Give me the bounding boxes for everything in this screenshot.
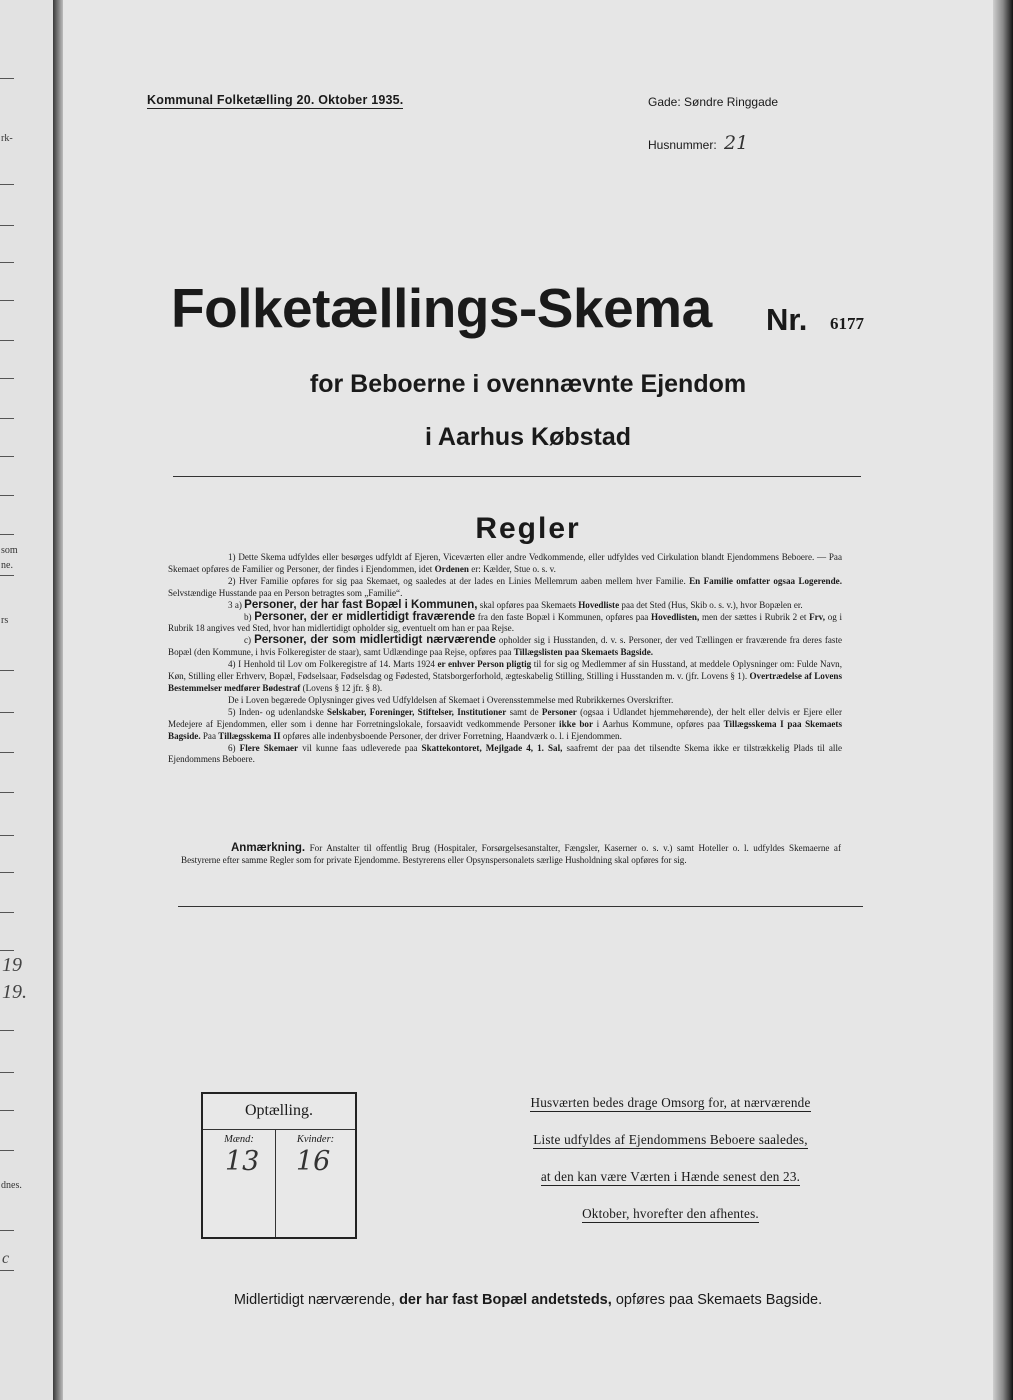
left-rule [0, 950, 14, 951]
rule-3a: 3 a) Personer, der har fast Bopæl i Kommunen, skal opføres paa Skemaets Hovedliste paa det Sted (Hus, Skib o. s. v.), hvor Bopælen er. [228, 598, 803, 611]
left-rule [0, 1072, 14, 1073]
left-rule [0, 225, 14, 226]
tally-title: Optælling. [203, 1094, 355, 1130]
left-rule [0, 1110, 14, 1111]
left-fragment: som [1, 545, 18, 556]
form-number-label: Nr. [766, 302, 808, 337]
house-number-label: Husnummer: [648, 138, 717, 152]
left-fragment: rk- [1, 133, 13, 144]
house-number-field [648, 132, 748, 154]
house-number-value: 21 [724, 132, 749, 154]
form-number-value: 6177 [830, 314, 864, 333]
street-value: Søndre Ringgade [684, 95, 779, 109]
rule-3c: c) Personer, der som midlertidigt nærværende opholder sig i Husstanden, d. v. s. Personer, der ved Tællingen er fraværende fra deres faste Bopæl (den Kommune, i hvis Folkeregister de staar), samt Udlændinge paa Rejse, opføres paa Tillægslisten paa Skemaets Bagside. [168, 634, 843, 658]
instruction-line: at den kan være Værten i Hænde senest den 23. [540, 1169, 801, 1184]
instruction-line: Husværten bedes drage Omsorg for, at nærværende [530, 1095, 811, 1110]
street-label: Gade: [648, 95, 681, 109]
left-rule [0, 340, 14, 341]
left-rule [0, 1230, 14, 1231]
men-label: Mænd: [224, 1134, 254, 1145]
divider [178, 906, 863, 907]
divider [173, 476, 861, 477]
left-page-sliver [0, 0, 53, 1400]
instruction-line: Liste udfyldes af Ejendommens Beboere saaledes, [533, 1132, 808, 1147]
left-rule [0, 378, 14, 379]
left-rule [0, 262, 14, 263]
page-gutter [53, 0, 63, 1400]
rule-4b: De i Loven begærede Oplysninger gives ved Udfyldelsen af Skemaet i Overensstemmelse med Rubrikkernes Overskrifter. [228, 694, 674, 705]
census-header: Kommunal Folketælling 20. Oktober 1935. [147, 93, 404, 107]
left-rule [0, 575, 14, 576]
left-rule [0, 534, 14, 535]
footer-bold: der har fast Bopæl andetsteds, [399, 1292, 612, 1308]
men-count: 13 [225, 1146, 260, 1177]
tally-box [201, 1092, 357, 1239]
women-count: 16 [296, 1146, 331, 1177]
remark-text: For Anstalter til offentlig Brug (Hospitaler, Forsørgelsesanstalter, Fængsler, Kaserner o. s. v.) samt Hoteller o. l. udfyldes Skemaerne af Bestyrerne efter samme Regler som for private Ejendomme. Bestyrerens eller Opsynspersonalets særlige Husholdning skal opføres for sig. [181, 843, 841, 865]
landlord-instructions [493, 1095, 848, 1243]
form-subtitle-city: i Aarhus Købstad [424, 423, 632, 451]
left-rule [0, 418, 14, 419]
left-rule [0, 712, 14, 713]
left-rule [0, 1150, 14, 1151]
footer-text: Midlertidigt nærværende, [233, 1292, 396, 1308]
left-rule [0, 300, 14, 301]
left-rule [0, 872, 14, 873]
left-rule [0, 752, 14, 753]
rule-4: 4) I Henhold til Lov om Folkeregistre af 14. Marts 1924 er enhver Person pligtig til for sig og Medlemmer af sin Husstand, at meddele Oplysninger om: Fulde Navn, Køn, Stilling eller Erhverv, Bopæl, Fødselsaar, Fødselsdag og Fødested, Statsborgerforhold, ægteskabelig Stilling, Stilling i Husstanden m. v. (jfr. Lovens § 1). Overtrædelse af Lovens Bestemmelser medfører Bødestraf (Lovens § 12 jfr. § 8). [168, 659, 843, 693]
page-right-edge [993, 0, 1013, 1400]
footer-text-end: opføres paa Skemaets Bagside. [615, 1292, 823, 1308]
left-handwriting: 19 [2, 954, 22, 976]
left-fragment: dnes. [1, 1180, 22, 1191]
remark-label: Anmærkning. [231, 842, 306, 854]
tally-divider [275, 1129, 276, 1237]
left-handwriting: 19. [2, 981, 27, 1003]
rule-2: 2) Hver Familie opføres for sig paa Skemaet, og saaledes at der lades en Linies Mellemrum aaben mellem hver Familie. En Familie omfatter ogsaa Logerende. Selvstændige Husstande paa en Person betragtes som „Familie“. [168, 575, 842, 598]
left-rule [0, 792, 14, 793]
left-rule [0, 78, 14, 79]
street-field [648, 95, 778, 109]
remark-note [181, 842, 841, 866]
left-rule [0, 912, 14, 913]
left-rule [0, 835, 14, 836]
rule-1: 1) Dette Skema udfyldes eller besørges udfyldt af Ejeren, Viceværten eller andre Vedkommende, eller udfyldes ved Cirkulation blandt Ejendommens Beboere. — Paa Skemaet opføres de Familier og Personer, der findes i Ejendommen, idet Ordenen er: Kælder, Stue o. s. v. [168, 552, 842, 574]
rules-heading: Regler [475, 512, 581, 545]
women-label: Kvinder: [296, 1134, 335, 1145]
left-handwriting: c [2, 1250, 10, 1267]
rule-6: 6) Flere Skemaer vil kunne faas udleverede paa Skattekontoret, Mejlgade 4, 1. Sal, saafremt der paa det tilsendte Skema ikke er tilstrækkelig Plads til alle Ejendommens Beboere. [168, 742, 843, 765]
left-rule [0, 1030, 14, 1031]
form-subtitle: for Beboerne i ovennævnte Ejendom [309, 370, 747, 398]
left-rule [0, 1270, 14, 1271]
left-rule [0, 184, 14, 185]
rule-5: 5) Inden- og udenlandske Selskaber, Foreninger, Stiftelser, Institutioner samt de Personer (ogsaa i Udlandet hjemmehørende), der helt eller delvis er Ejere eller Medejere af Ejendommen, eller som i denne har Forretningslokale, forsaavidt vedkommende Personer ikke bor i Aarhus Kommune, opføres paa Tillægsskema I paa Skemaets Bagside. Paa Tillægsskema II opføres alle indenbysboende Personer, der driver Forretning, Haandværk o. l. i Ejendommen. [168, 706, 843, 741]
footer-note [63, 1292, 993, 1308]
census-form-page [63, 0, 993, 1400]
left-rule [0, 456, 14, 457]
left-rule [0, 670, 14, 671]
instruction-line: Oktober, hvorefter den afhentes. [582, 1206, 759, 1221]
form-title: Folketællings-Skema [171, 277, 712, 339]
rule-3b: b) Personer, der er midlertidigt fraværende fra den faste Bopæl i Kommunen, opføres paa Hovedlisten, men der sættes i Rubrik 2 et Frv, og i Rubrik 18 angives ved Sted, hvor han midlertidigt opholder sig, eventuelt om han er paa Rejse. [168, 610, 843, 634]
left-fragment: rs [1, 615, 9, 626]
rules-text [168, 552, 842, 766]
left-rule [0, 495, 14, 496]
left-fragment: ne. [1, 560, 13, 571]
